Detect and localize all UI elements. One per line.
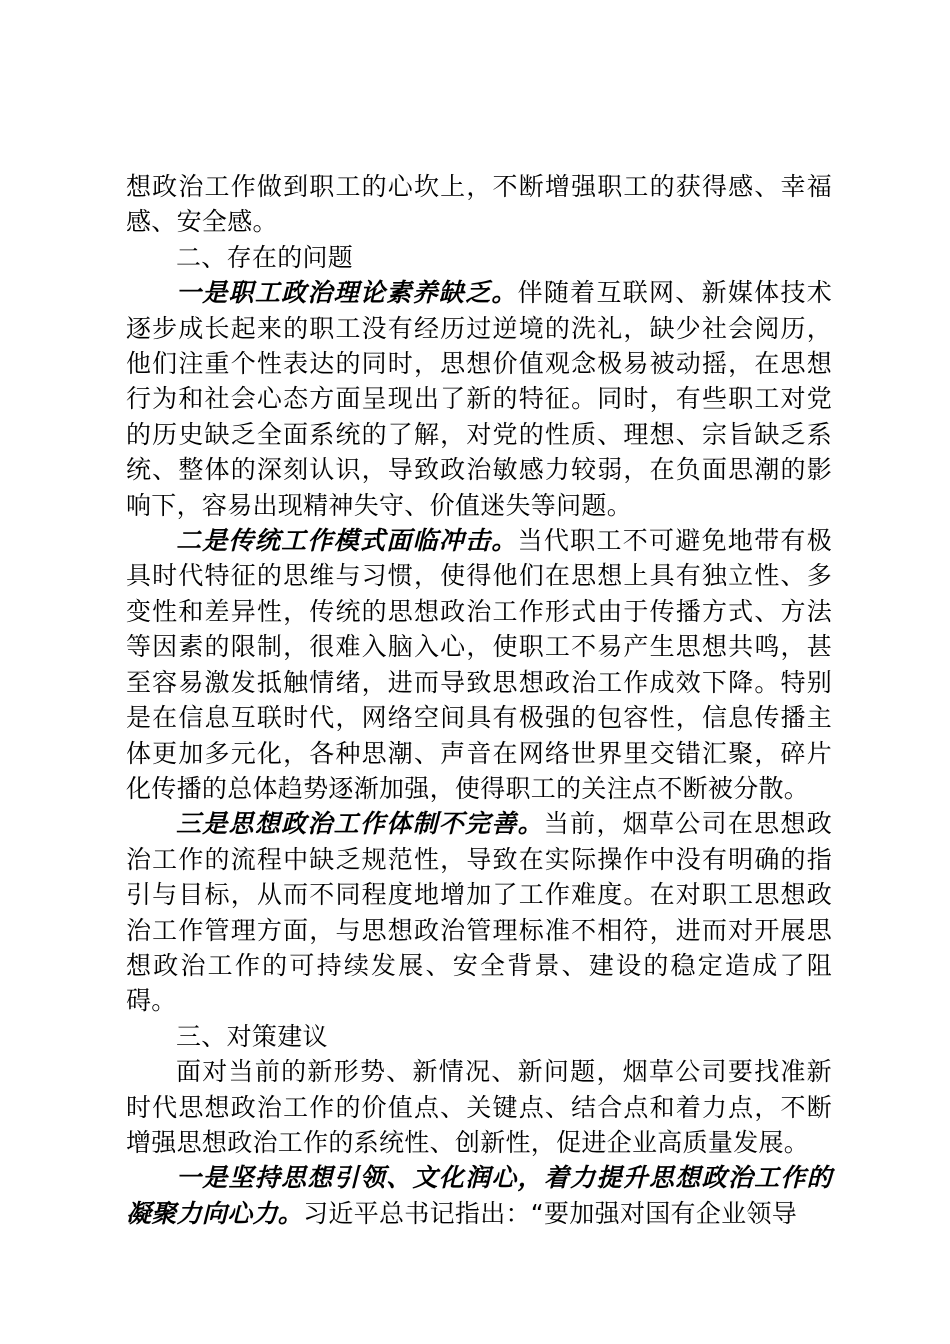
- paragraph-5-lead: 三是思想政治工作体制不完善。: [176, 809, 544, 839]
- paragraph-1: [126, 169, 832, 240]
- paragraph-8-lead: 一是坚持思想引领、文化润心，着力提升思想政治工作的凝聚力向心力。: [126, 1163, 832, 1228]
- paragraph-7: [126, 1054, 832, 1160]
- section-heading-suggestions: [126, 1019, 832, 1054]
- paragraph-8: [126, 1160, 832, 1231]
- paragraph-3-lead: 一是职工政治理论素养缺乏。: [176, 278, 518, 308]
- paragraph-3: [126, 275, 832, 523]
- paragraph-5: [126, 806, 832, 1018]
- paragraph-7-text: 面对当前的新形势、新情况、新问题，烟草公司要找准新时代思想政治工作的价值点、关键点、结合点和着力点，不断增强思想政治工作的系统性、创新性，促进企业高质量发展。: [126, 1057, 832, 1157]
- paragraph-4-text: 当代职工不可避免地带有极具时代特征的思维与习惯，使得他们在思想上具有独立性、多变性和差异性，传统的思想政治工作形式由于传播方式、方法等因素的限制，很难入脑入心，使职工不易产生思想共鸣，甚至容易激发抵触情绪，进而导致思想政治工作成效下降。特别是在信息互联时代，网络空间具有极强的包容性，信息传播主体更加多元化，各种思潮、声音在网络世界里交错汇聚，碎片化传播的总体趋势逐渐加强，使得职工的关注点不断被分散。: [126, 526, 832, 803]
- paragraph-4: [126, 523, 832, 806]
- paragraph-1-text: 想政治工作做到职工的心坎上，不断增强职工的获得感、幸福感、安全感。: [126, 172, 832, 237]
- paragraph-4-lead: 二是传统工作模式面临冲击。: [176, 526, 518, 556]
- paragraph-2-text: 二、存在的问题: [176, 242, 354, 272]
- document-body: [126, 169, 832, 1231]
- section-heading-problems: [126, 240, 832, 275]
- paragraph-8-text: 习近平总书记指出：“要加强对国有企业领导: [303, 1198, 798, 1228]
- paragraph-3-text: 伴随着互联网、新媒体技术逐步成长起来的职工没有经历过逆境的洗礼，缺少社会阅历，他们注重个性表达的同时，思想价值观念极易被动摇，在思想行为和社会心态方面呈现出了新的特征。同时，有些职工对党的历史缺乏全面系统的了解，对党的性质、理想、宗旨缺乏系统、整体的深刻认识，导致政治敏感力较弱，在负面思潮的影响下，容易出现精神失守、价值迷失等问题。: [126, 278, 832, 520]
- paragraph-5-text: 当前，烟草公司在思想政治工作的流程中缺乏规范性，导致在实际操作中没有明确的指引与目标，从而不同程度地增加了工作难度。在对职工思想政治工作管理方面，与思想政治管理标准不相符，进而对开展思想政治工作的可持续发展、安全背景、建设的稳定造成了阻碍。: [126, 809, 832, 1016]
- paragraph-6-text: 三、对策建议: [176, 1021, 328, 1051]
